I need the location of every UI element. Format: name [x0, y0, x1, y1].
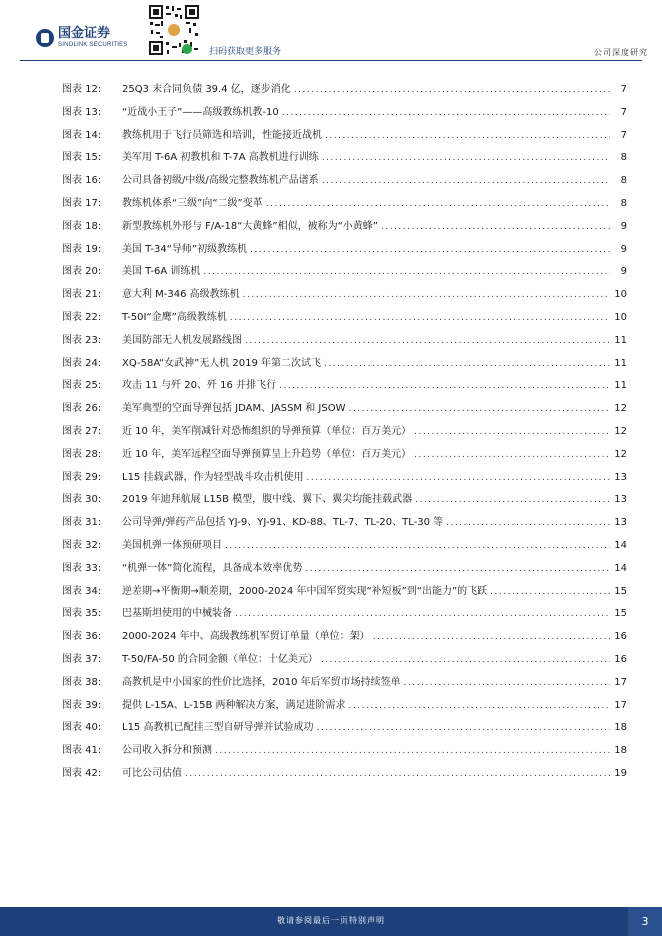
toc-entry-page: 16: [614, 631, 627, 643]
toc-dot-leader: [282, 108, 610, 118]
toc-entry-page: 17: [614, 676, 627, 688]
toc-entry-label: 图表 37:: [62, 654, 102, 665]
toc-entry-label: 图表 39:: [62, 699, 102, 711]
toc-dot-leader: [348, 404, 610, 414]
toc-entry[interactable]: [62, 194, 627, 214]
sinolink-logo: [36, 27, 127, 49]
toc-entry-label: 图表 28:: [62, 448, 102, 460]
qr-code-icon[interactable]: [146, 2, 202, 58]
toc-entry[interactable]: [62, 285, 627, 305]
toc-entry-page: 9: [620, 266, 627, 278]
toc-entry-label: 图表 35:: [62, 608, 102, 620]
scan-for-service-text: 扫码获取更多服务: [209, 47, 282, 57]
toc-entry-title: 近 10 年，美军远程空面导弹预算呈上升趋势（单位：百万美元）: [122, 448, 412, 460]
toc-entry-page: 19: [614, 768, 627, 779]
toc-entry-label: 图表 19:: [62, 243, 102, 255]
toc-entry-title: 美国 T-6A 训练机: [122, 266, 201, 278]
toc-dot-leader: [215, 746, 610, 756]
toc-dot-leader: [373, 632, 610, 642]
toc-dot-leader: [243, 290, 610, 300]
toc-entry-page: 14: [614, 562, 627, 574]
toc-entry-page: 13: [614, 517, 627, 529]
toc-entry-title: 教练机用于飞行员筛选和培训，性能接近战机: [122, 129, 322, 141]
logo-mark-icon: [36, 29, 54, 47]
toc-entry[interactable]: [62, 513, 627, 533]
toc-dot-leader: [235, 609, 610, 619]
toc-dot-leader: [321, 655, 610, 665]
toc-dot-leader: [266, 199, 610, 209]
toc-entry-page: 9: [620, 220, 627, 232]
toc-dot-leader: [325, 131, 610, 141]
toc-entry[interactable]: [62, 582, 627, 602]
toc-entry[interactable]: [62, 468, 627, 488]
toc-entry-page: 18: [614, 722, 627, 734]
toc-entry-title: 高教机是中小国家的性价比选择，2010 年后军贸市场持续签单: [122, 676, 401, 688]
toc-dot-leader: [203, 267, 610, 277]
toc-entry-page: 11: [614, 357, 627, 369]
toc-entry-page: 11: [614, 334, 627, 346]
toc-entry-label: 图表 30:: [62, 494, 102, 506]
toc-entry-page: 10: [614, 289, 627, 301]
toc-entry[interactable]: [62, 673, 627, 693]
toc-dot-leader: [322, 176, 610, 186]
toc-entry-title: 提供 L-15A、L-15B 两种解决方案，满足进阶需求: [122, 699, 346, 711]
toc-entry-page: 8: [620, 198, 627, 209]
toc-entry[interactable]: [62, 536, 627, 556]
toc-entry[interactable]: [62, 376, 627, 396]
toc-entry-label: 图表 26:: [62, 403, 102, 415]
toc-dot-leader: [225, 541, 610, 551]
toc-dot-leader: [294, 85, 610, 95]
logo-name-en: SINOLINK SECURITIES: [58, 42, 128, 48]
toc-dot-leader: [381, 222, 610, 232]
toc-dot-leader: [230, 313, 610, 323]
page-number: 3: [628, 907, 662, 936]
toc-entry-title: XQ-58A“女武神”无人机 2019 年第二次试飞: [122, 357, 322, 369]
toc-entry-page: 12: [614, 448, 627, 460]
toc-entry-page: 7: [620, 84, 627, 95]
toc-entry-page: 12: [614, 426, 627, 437]
toc-entry-title: “机弹一体”简化流程，具备成本效率优势: [122, 562, 303, 574]
toc-entry[interactable]: [62, 217, 627, 237]
toc-entry-label: 图表 32:: [62, 540, 102, 551]
toc-dot-leader: [349, 701, 610, 711]
toc-entry-label: 图表 40:: [62, 722, 102, 734]
toc-entry-label: 图表 31:: [62, 517, 102, 529]
toc-entry[interactable]: [62, 308, 627, 328]
toc-entry-label: 图表 21:: [62, 289, 102, 301]
toc-entry[interactable]: [62, 445, 627, 465]
toc-entry-label: 图表 41:: [62, 745, 102, 757]
toc-entry-title: L15 高教机已配挂三型自研导弹并试验成功: [122, 722, 314, 734]
toc-entry-label: 图表 13:: [62, 106, 102, 118]
toc-entry-label: 图表 29:: [62, 471, 102, 483]
toc-entry-title: 逆差期→平衡期→顺差期，2000-2024 年中国军贸实现“补短板”到“出能力”的飞跃: [122, 585, 488, 597]
toc-entry-page: 7: [620, 129, 627, 141]
toc-entry-page: 8: [620, 175, 627, 187]
toc-entry[interactable]: [62, 80, 627, 100]
page-header: [0, 0, 662, 62]
toc-entry-title: 2000-2024 年中、高级教练机军贸订单量（单位：架）: [122, 631, 370, 643]
toc-entry-page: 18: [614, 745, 627, 757]
toc-dot-leader: [306, 473, 610, 483]
toc-entry-title: 美国 T-34“导师”初级教练机: [122, 243, 248, 255]
toc-entry[interactable]: [62, 741, 627, 761]
toc-entry-label: 图表 16:: [62, 175, 102, 187]
toc-entry[interactable]: [62, 559, 627, 579]
header-divider: [20, 60, 642, 61]
toc-entry-label: 图表 42:: [62, 768, 102, 779]
toc-entry[interactable]: [62, 399, 627, 419]
toc-dot-leader: [490, 587, 610, 597]
page-footer: [0, 907, 662, 936]
toc-entry-title: 25Q3 末合同负债 39.4 亿，逐步消化: [122, 84, 291, 95]
toc-entry-title: 美军典型的空面导弹包括 JDAM、JASSM 和 JSOW: [122, 403, 346, 415]
toc-entry-title: 公司收入拆分和预测: [122, 745, 212, 757]
toc-entry-page: 15: [614, 608, 627, 620]
toc-entry-page: 14: [614, 540, 627, 551]
toc-entry-label: 图表 12:: [62, 84, 102, 95]
toc-entry-title: 美军用 T-6A 初教机和 T-7A 高教机进行训练: [122, 152, 319, 164]
toc-dot-leader: [414, 427, 610, 437]
toc-entry-title: T-50/FA-50 的合同金额（单位：十亿美元）: [122, 654, 318, 665]
toc-dot-leader: [324, 359, 610, 369]
toc-entry-page: 17: [614, 699, 627, 711]
toc-entry-page: 12: [614, 403, 627, 415]
toc-entry-title: “近战小王子”——高级教练机教-10: [122, 106, 279, 118]
toc-entry-page: 9: [620, 243, 627, 255]
toc-entry-title: 新型教练机外形与 F/A-18“大黄蜂”相似，被称为“小黄蜂”: [122, 220, 378, 232]
toc-entry[interactable]: [62, 490, 627, 510]
toc-entry-page: 10: [614, 312, 627, 323]
toc-entry-label: 图表 20:: [62, 266, 102, 278]
toc-entry[interactable]: [62, 262, 627, 282]
toc-entry[interactable]: [62, 696, 627, 716]
toc-dot-leader: [250, 245, 610, 255]
toc-dot-leader: [245, 336, 610, 346]
toc-entry-title: 公司导弹/弹药产品包括 YJ-9、YJ-91、KD-88、TL-7、TL-20、TL-30 等: [122, 517, 444, 529]
toc-entry-label: 图表 36:: [62, 631, 102, 643]
toc-entry-page: 11: [614, 380, 627, 392]
toc-entry-page: 13: [614, 494, 627, 506]
toc-entry-label: 图表 15:: [62, 152, 102, 164]
toc-entry-page: 15: [614, 585, 627, 597]
toc-entry-title: 2019 年迪拜航展 L15B 模型，腹中线、翼下、翼尖均能挂载武器: [122, 494, 413, 506]
toc-dot-leader: [415, 495, 610, 505]
toc-dot-leader: [446, 518, 610, 528]
toc-entry-label: 图表 27:: [62, 426, 102, 437]
toc-entry[interactable]: [62, 171, 627, 191]
toc-entry-title: 美国防部无人机发展路线图: [122, 334, 242, 346]
toc-entry-title: 可比公司估值: [122, 768, 182, 779]
toc-entry[interactable]: [62, 354, 627, 374]
toc-entry[interactable]: [62, 126, 627, 146]
toc-dot-leader: [414, 450, 610, 460]
toc-entry-title: 意大利 M-346 高级教练机: [122, 289, 240, 301]
toc-entry[interactable]: [62, 148, 627, 168]
toc-entry[interactable]: [62, 331, 627, 351]
disclaimer-note: 敬请参阅最后一页特别声明: [277, 916, 385, 925]
toc-entry-label: 图表 14:: [62, 129, 102, 141]
toc-entry-title: T-50I“金鹰”高级教练机: [122, 312, 227, 323]
toc-entry-page: 13: [614, 471, 627, 483]
toc-entry-title: 攻击 11 与歼 20、歼 16 并排飞行: [122, 380, 277, 392]
toc-entry-title: 公司具备初级/中级/高级完整教练机产品谱系: [122, 175, 319, 187]
toc-dot-leader: [316, 723, 610, 733]
toc-dot-leader: [279, 381, 610, 391]
toc-entry-label: 图表 17:: [62, 198, 102, 209]
toc-entry-title: 巴基斯坦使用的中械装备: [122, 608, 232, 620]
toc-entry-title: 教练机体系“三级”向“二级”变革: [122, 198, 263, 209]
toc-entry-label: 图表 24:: [62, 357, 102, 369]
toc-entry[interactable]: [62, 103, 627, 123]
toc-entry-title: 近 10 年，美军削减针对恐怖组织的导弹预算（单位：百万美元）: [122, 426, 412, 437]
toc-entry[interactable]: [62, 627, 627, 647]
toc-entry[interactable]: [62, 718, 627, 738]
toc-entry-title: L15 挂载武器，作为轻型战斗攻击机使用: [122, 471, 304, 483]
logo-name-cn: 国金证券: [58, 26, 111, 41]
toc-entry-title: 美国机弹一体预研项目: [122, 540, 222, 551]
toc-dot-leader: [305, 564, 610, 574]
toc-dot-leader: [322, 153, 610, 163]
toc-entry-label: 图表 18:: [62, 220, 102, 232]
toc-entry-page: 16: [614, 654, 627, 665]
toc-entry-label: 图表 22:: [62, 312, 102, 323]
toc-dot-leader: [185, 769, 610, 779]
toc-entry[interactable]: [62, 650, 627, 670]
toc-entry[interactable]: [62, 764, 627, 784]
toc-entry-label: 图表 38:: [62, 676, 102, 688]
toc-entry[interactable]: [62, 604, 627, 624]
toc-entry[interactable]: [62, 240, 627, 260]
toc-entry-label: 图表 33:: [62, 562, 102, 574]
toc-entry-label: 图表 23:: [62, 334, 102, 346]
toc-entry-label: 图表 34:: [62, 585, 102, 597]
document-type-label: 公司深度研究: [594, 48, 648, 57]
toc-dot-leader: [404, 678, 610, 688]
toc-entry-label: 图表 25:: [62, 380, 102, 392]
toc-entry-page: 8: [620, 152, 627, 164]
toc-entry[interactable]: [62, 422, 627, 442]
toc-entry-page: 7: [620, 106, 627, 118]
